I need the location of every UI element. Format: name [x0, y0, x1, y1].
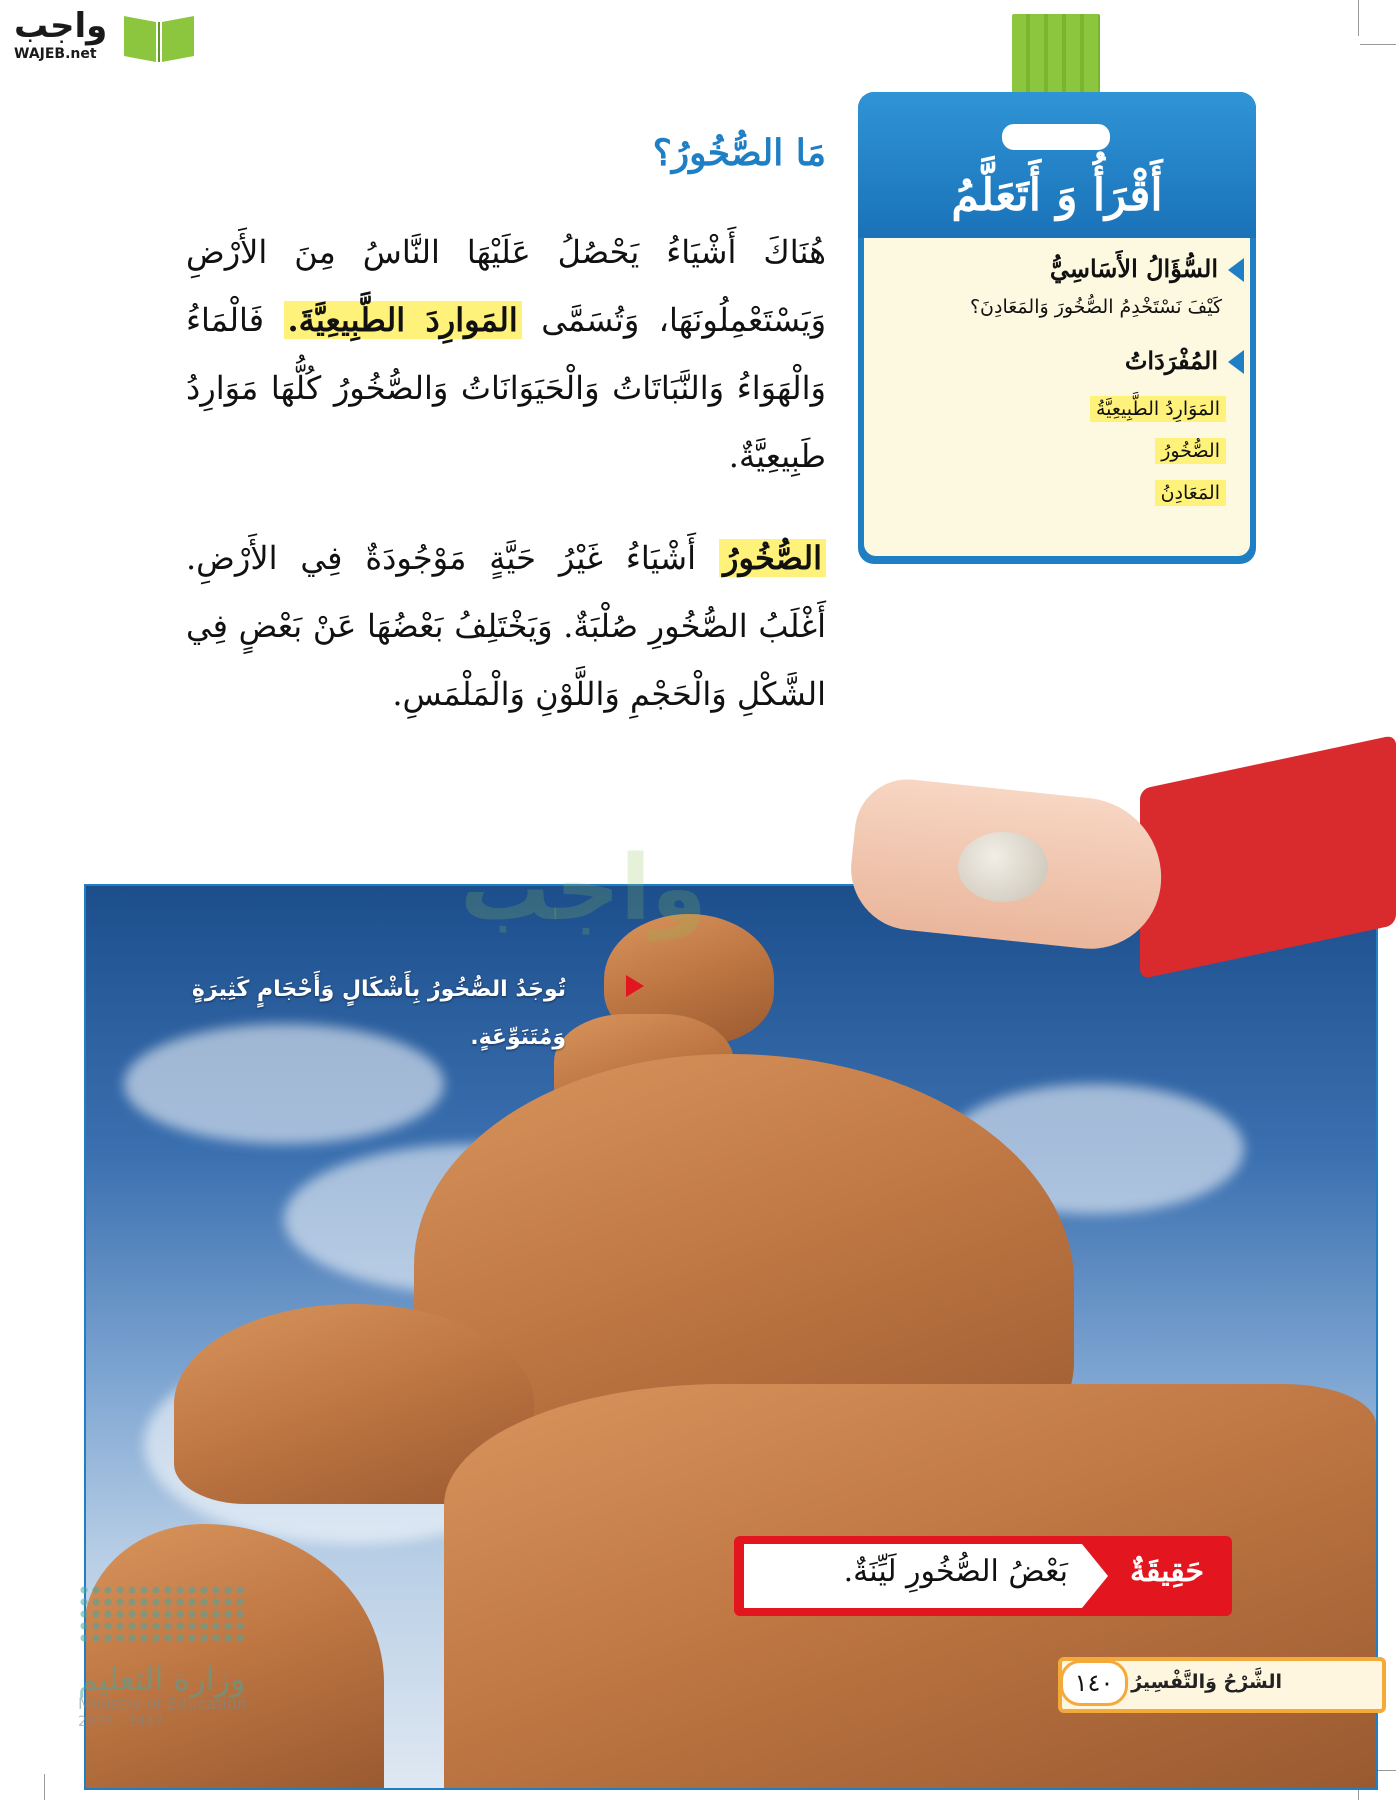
- card-header: [858, 92, 1256, 238]
- caption-arrow-icon: [626, 975, 644, 997]
- bookmark-slot: [1002, 124, 1110, 150]
- paragraph-text: هُنَاكَ أَشْيَاءُ يَحْصُلُ عَلَيْهَا النَّاسُ مِنَ الأَرْضِ وَيَسْتَعْمِلُونَهَا، وَتُسَمَّى: [186, 233, 827, 339]
- paragraph-rocks: [186, 524, 826, 728]
- paragraph-text: فَالْمَاءُ وَالْهَوَاءُ وَالنَّبَاتَاتُ وَالْحَيَوَانَاتُ وَالصُّخُورُ كُلُّهَا مَوَارِدُ طَبِيعِيَّةٌ.: [186, 301, 826, 475]
- logo-subtext: WAJEB.net: [14, 46, 97, 62]
- card-body: [864, 238, 1250, 556]
- ministry-year: 2025 - 1447: [78, 1714, 164, 1730]
- paragraph-text: أَشْيَاءُ غَيْرُ حَيَّةٍ مَوْجُودَةٌ فِي الأَرْضِ. أَغْلَبُ الصُّخُورِ صُلْبَةٌ. وَيَخْتَلِفُ بَعْضُهَا عَنْ بَعْضٍ فِي الشَّكْلِ وَالْحَجْمِ وَاللَّوْنِ وَالْمَلْمَسِ.: [186, 539, 826, 713]
- vocab-item: الصُّخُورُ: [1155, 438, 1226, 464]
- pebble: [958, 832, 1048, 902]
- read-and-learn-card: [858, 92, 1256, 564]
- photo-caption: تُوجَدُ الصُّخُورُ بِأَشْكَالٍ وَأَحْجَامٍ كَثِيرَةٍ وَمُتَنَوِّعَةٍ.: [191, 977, 566, 1050]
- crop-mark: [1358, 0, 1359, 36]
- ministry-logo: [78, 1584, 248, 1734]
- logo-text: واجب: [14, 6, 108, 46]
- section-heading: مَا الصُّخُورُ؟: [652, 132, 826, 174]
- vocab-heading: المُفْرَدَاتُ: [1124, 346, 1218, 375]
- arrow-icon: [1228, 350, 1244, 374]
- watermark: واجب: [460, 836, 707, 941]
- wajeb-logo[interactable]: [10, 6, 190, 66]
- ministry-name-ar: وزارة التعليم: [78, 1660, 246, 1698]
- section-label: الشَّرْحُ وَالتَّفْسِيرُ: [1131, 1671, 1282, 1693]
- highlighted-term: المَوارِدَ الطَّبِيعِيَّةَ.: [284, 301, 522, 339]
- essential-question-heading: السُّؤَالُ الأَسَاسِيُّ: [1049, 254, 1218, 283]
- paragraph-natural-resources: [186, 218, 826, 490]
- crop-mark: [44, 1774, 45, 1800]
- ministry-emblem: [78, 1584, 248, 1644]
- fact-notch: [1082, 1544, 1108, 1608]
- crop-mark: [1360, 44, 1396, 45]
- vocab-item: المَوَارِدُ الطَّبِيعِيَّةُ: [1090, 396, 1226, 422]
- page-number: ١٤٠: [1060, 1660, 1128, 1706]
- card-title: أَقْرَأُ وَ أَتَعَلَّمُ: [951, 170, 1163, 221]
- ministry-name-en: Ministry of Education: [78, 1694, 247, 1713]
- highlighted-term: الصُّخُورُ: [719, 539, 826, 577]
- fact-text: بَعْضُ الصُّخُورِ لَيِّنَةٌ.: [843, 1554, 1068, 1589]
- vocab-item: المَعَادِنُ: [1155, 480, 1226, 506]
- book-icon: [120, 8, 198, 64]
- fact-label: حَقِيقَةٌ: [1129, 1554, 1204, 1589]
- fact-box: [734, 1536, 1232, 1616]
- essential-question: كَيْفَ نَسْتَخْدِمُ الصُّخُورَ وَالمَعَادِنَ؟: [969, 296, 1222, 318]
- arrow-icon: [1228, 258, 1244, 282]
